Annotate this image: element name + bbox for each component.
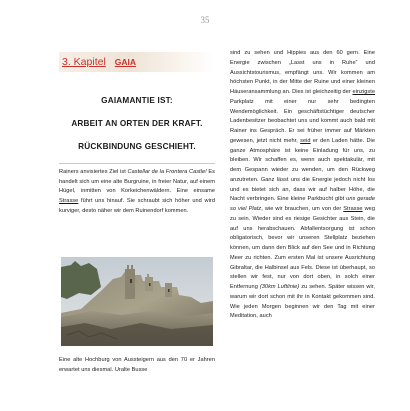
underlined-word: Strasse	[343, 206, 363, 212]
text-span: Es handelt sich um eine alte Burgruine, in freier Natur, auf einem Hügel, inmitten von Korkeichenwäldern. Eine einsame	[59, 169, 216, 195]
left-column	[59, 52, 215, 165]
left-intro-paragraph	[59, 168, 215, 217]
chapter-title: GAIA	[114, 57, 137, 67]
right-paragraph	[230, 49, 375, 322]
underlined-word: einzigste	[352, 89, 375, 95]
italic-place-name: Castellar de la Frontera Castle!	[127, 169, 207, 175]
left-closing-paragraph: Eine alte Hochburg von Aussteigern aus den 70 er Jahren erwartet uns diesmal. Uralte Busse	[59, 357, 215, 373]
text-span: er den Laden hätte. Die ganze Atmosphäre ist keine Einladung für uns, zu bleiben. Wir schaffen es, wenn auch spektakulär, mit dem Gespann wieder zu wenden, um den Rückweg anzutreten. Ganz lässt uns die Energie jedoch nicht los und es bietet sich an, dass wir auf halber Höhe, die Nacht verbringen. Eine kleine Parkbucht gibt	[230, 137, 375, 203]
text-span: Rainers anvisiertes Ziel ist	[59, 169, 128, 175]
italic-phrase: uns gerade so viel Platz	[230, 196, 375, 212]
castle-ruin-photo	[61, 257, 213, 346]
text-span: zu sehen. Später wissen wir, warum wir dort schon mit ihr in Kontakt gekommen sind. Wie jeden Morgen beginnen wir den Tag mit einer Meditation, auch	[230, 284, 375, 320]
right-column	[230, 49, 375, 322]
underlined-word: Strasse	[59, 198, 79, 205]
page-number: 35	[200, 15, 210, 25]
headings	[59, 96, 215, 151]
divider	[59, 163, 215, 164]
underlined-word: seid	[300, 137, 311, 144]
text-span: weg zu sein. Wieder sind es riesige Gesichter aus Stein, die auf uns herabschauen. Abfallentsorgung ist schon obligatorisch, bevor wir unseren Stellplatz beziehen können, um dann den Blick auf den See und in Richtung Meer zu richten. Zum ersten Mal ist unsere Ausrichtung Gibraltar, die Halbinsel aus Fels. Diese ist überhaupt, so stellen wir fest, nur von dort oben, in solch einer Entfernung	[230, 206, 375, 290]
text-span: Parkplatz mit einer nur sehr bedingten Wendemöglichkeit. Ein geschäftstüchtiger deutscher Ladenbesitzer beobachtet uns und kommt auch bald mit Rainer ins Gespräch. Er sei früher immer auf Märkten gewesen, jetzt nicht mehr,	[230, 98, 375, 144]
text-span: sind zu sehen und Hippies aus den 60 gern. Eine Energie zwischen „Lasst uns in Ruhe“ und Aussichtstourismus, empfängt uns. Wir kommen am höchsten Punkt, in der Mitte der Ruine und einer kleinen Häuseransammlung an. Dies ist gleichzeitig der	[230, 50, 375, 95]
text-span: führt uns hinauf. Sie schraubt sich höher und wird kurviger, desto näher wir dem Ruinendorf kommen.	[59, 198, 215, 214]
castle-ruin-illustration	[61, 257, 213, 346]
text-span: , wie wir brauchen, um von der	[261, 206, 344, 212]
chapter-header	[59, 52, 215, 72]
heading-1: GAIAMANTIE IST:	[101, 96, 173, 105]
heading-3: RÜCKBINDUNG GESCHIEHT.	[78, 142, 196, 151]
italic-phrase: (30km Luftlinie)	[259, 284, 300, 290]
heading-2: ARBEIT AN ORTEN DER KRAFT.	[71, 119, 203, 128]
chapter-number: 3. Kapitel	[62, 56, 106, 68]
